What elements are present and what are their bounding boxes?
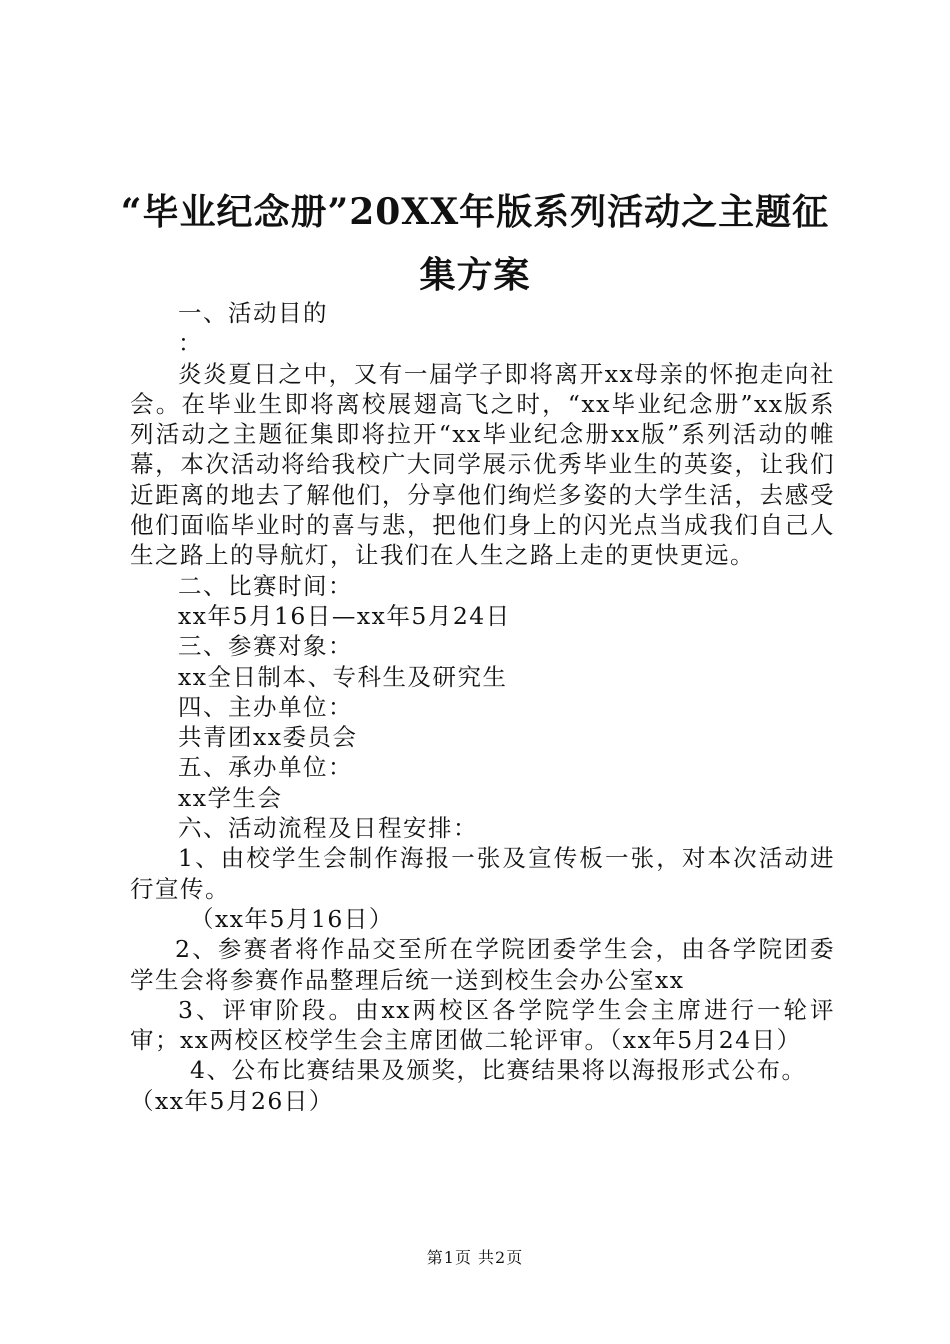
colon-line: ：: [178, 329, 203, 358]
document-title-line-2: 集方案: [419, 254, 531, 296]
schedule-step-3: 3、评审阶段。由xx两校区各学院学生会主席进行一轮评审；xx两校区校学生会主席团做二轮评审。（xx年5月24日）: [130, 995, 835, 1055]
organizer-value: 共青团xx委员会: [178, 723, 358, 752]
schedule-step-4-date: （xx年5月26日）: [130, 1086, 334, 1115]
section-heading-time: 二、比赛时间：: [178, 571, 353, 600]
document-title-line-1: “毕业纪念册”20XX年版系列活动之主题征: [120, 191, 830, 233]
time-value: xx年5月16日—xx年5月24日: [178, 601, 511, 630]
section-heading-host: 五、承办单位：: [178, 753, 353, 782]
schedule-step-2: 2、参赛者将作品交至所在学院团委学生会，由各学院团委学生会将参赛作品整理后统一送到校生会办公室xx: [130, 935, 835, 994]
section-heading-organizer: 四、主办单位：: [178, 692, 353, 721]
host-value: xx学生会: [178, 783, 283, 812]
page-number-footer: 第1页 共2页: [426, 1248, 524, 1267]
purpose-paragraph: 炎炎夏日之中，又有一届学子即将离开xx母亲的怀抱走向社会。在毕业生即将离校展翅高飞之时，“xx毕业纪念册”xx版系列活动之主题征集即将拉开“xx毕业纪念册xx版”系列活动的帷幕，本次活动将给我校广大同学展示优秀毕业生的英姿，让我们近距离的地去了解他们，分享他们绚烂多姿的大学生活，去感受他们面临毕业时的喜与悲，把他们身上的闪光点当成我们自己人生之路上的导航灯，让我们在人生之路上走的更快更远。: [130, 359, 835, 570]
section-heading-schedule: 六、活动流程及日程安排：: [178, 814, 478, 843]
schedule-step-1-date: （xx年5月16日）: [190, 904, 394, 933]
document-body: [130, 298, 835, 1116]
section-heading-purpose: 一、活动目的: [178, 299, 328, 327]
section-heading-participants: 三、参赛对象：: [178, 632, 353, 661]
schedule-step-1: 1、由校学生会制作海报一张及宣传板一张，对本次活动进行宣传。: [130, 844, 835, 903]
schedule-step-4: 4、公布比赛结果及颁奖，比赛结果将以海报形式公布。: [190, 1056, 807, 1085]
participants-value: xx全日制本、专科生及研究生: [178, 662, 508, 691]
